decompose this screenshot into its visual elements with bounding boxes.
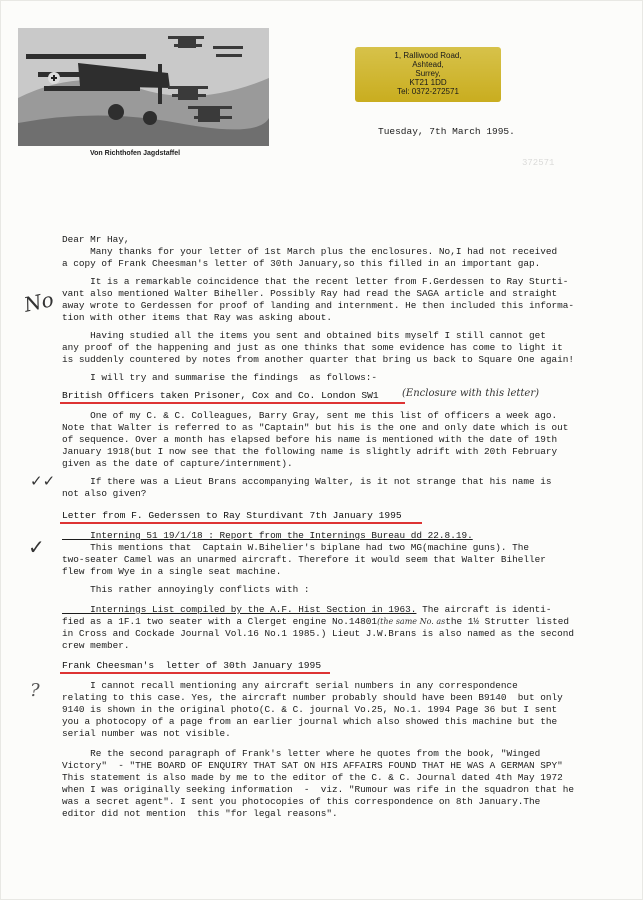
handwritten-question-mark: ? <box>30 680 40 701</box>
heading-british-officers: British Officers taken Prisoner, Cox and Co. London SW1 <box>62 390 379 401</box>
para5-line5: given as the date of capture/internment). <box>62 458 293 469</box>
para3-line1: Having studied all the items you sent and obtained bits myself I still cannot get <box>62 330 546 341</box>
para10-line2: relating to this case. Yes, the aircraft number probably should have been B9140 but only <box>62 692 563 703</box>
para11-line4: when I was originally seeking information - viz. "Rumour was rife in the squadron that he <box>62 784 574 795</box>
heading-gederssen-letter: Letter from F. Gederssen to Ray Sturdivant 7th January 1995 <box>62 510 402 521</box>
para9-line1-tail: the 1½ Strutter listed <box>445 616 569 627</box>
address-postcode: KT21 1DD <box>409 78 447 87</box>
red-underline-2 <box>60 522 422 524</box>
para2-line1: It is a remarkable coincidence that the recent letter from F.Gerdessen to Ray Sturti- <box>62 276 569 287</box>
para7-line1: This mentions that Captain W.Bihelier's biplane had two MG(machine guns). The <box>62 542 529 553</box>
para11-line2: Victory" - "THE BOARD OF ENQUIRY THAT SAT ON HIS AFFAIRS FOUND THAT HE WAS A GERMAN SPY" <box>62 760 563 771</box>
para9-line3: crew member. <box>62 640 130 651</box>
letterhead-caption: Von Richthofen Jagdstaffel <box>90 150 181 157</box>
para7-heading: Interning 51 19/1/18 : Report from the Internings Bureau dd 22.8.19. <box>62 530 473 541</box>
para11-line1: Re the second paragraph of Frank's letter where he quotes from the book, "Winged <box>62 748 541 759</box>
para4: I will try and summarise the findings as follows:- <box>62 372 378 383</box>
handwritten-double-tick: ✓✓ <box>30 472 56 490</box>
biplanes-illustration-icon <box>18 28 269 146</box>
para9-heading-underlined: Internings List compiled by the A.F. Hist Section in 1963. <box>62 604 417 615</box>
para10-line3: 9140 is shown in the original photo(C. & C. journal Vo.25, No.1. 1994 Page 36 but I sent <box>62 704 558 715</box>
red-underline-3 <box>60 672 330 674</box>
para2-line2: vant also mentioned Walter Biheller. Possibly Ray had read the SAGA article and straight <box>62 288 558 299</box>
handwritten-tick: ✓ <box>28 535 45 559</box>
para9-heading-tail: The aircraft is identi- <box>416 604 552 615</box>
salutation: Dear Mr Hay, <box>62 234 130 245</box>
faint-stamp-text: 372571 <box>522 158 555 168</box>
address-line-1: 1, Ralliwood Road, <box>394 51 462 60</box>
para3-line2: any proof of the happening and just as one thinks that some evidence has come to light it <box>62 342 563 353</box>
para11-line6: editor did not mention this "for legal reasons". <box>62 808 338 819</box>
para5-line2: Note that Walter is referred to as "Captain" but his is the one and only date which is out <box>62 422 569 433</box>
address-line-2: Ashtead, <box>412 60 444 69</box>
heading-cheesman-letter: Frank Cheesman's letter of 30th January 1995 <box>62 660 322 671</box>
address-line-3: Surrey, <box>415 69 441 78</box>
para2-line3: away wrote to Gerdessen for proof of landing and internment. He then included this informa- <box>62 300 574 311</box>
para7-line2: two-seater Camel was an unarmed aircraft. Therefore it would seem that Walter Biheller <box>62 554 546 565</box>
para5-line3: of sequence. Over a month has elapsed before his name is mentioned with the date of 19th <box>62 434 558 445</box>
faint-stamp <box>470 148 565 174</box>
handwritten-same-no-note: (the same No. as <box>377 617 446 626</box>
para9-line1 <box>62 616 569 628</box>
para3-line3: is suddenly countered by notes from another quarter that bring us back to Square One again! <box>62 354 574 365</box>
para11-line5: was a secret agent". I sent you photocopies of this correspondence on 8th January.The <box>62 796 541 807</box>
handwritten-no-note: No <box>21 287 56 317</box>
handwritten-enclosure-note: (Enclosure with this letter) <box>402 388 540 399</box>
para11-line3: This statement is also made by me to the editor of the C. & C. Journal dated 4th May 1972 <box>62 772 563 783</box>
para6-line2: not also given? <box>62 488 147 499</box>
para9-heading <box>62 604 551 616</box>
para10-line5: serial number was not visible. <box>62 728 231 739</box>
para9-line1-text: fied as a 1F.1 two seater with a Clerget engine No.14801 <box>62 616 378 627</box>
para5-line1: One of my C. & C. Colleagues, Barry Gray, sent me this list of officers a week ago. <box>62 410 558 421</box>
para1-line1: Many thanks for your letter of 1st March plus the enclosures. No,I had not received <box>62 246 558 257</box>
para2-line4: tion with other items that Ray was asking about. <box>62 312 333 323</box>
para10-line1: I cannot recall mentioning any aircraft serial numbers in any correspondence <box>62 680 518 691</box>
letter-date: Tuesday, 7th March 1995. <box>378 126 515 137</box>
red-underline-1 <box>60 402 405 404</box>
para1-line2: a copy of Frank Cheesman's letter of 30th January,so this filled in an important gap. <box>62 258 541 269</box>
para9-line2: in Cross and Cockade Journal Vol.16 No.1 1985.) Lieut J.W.Brans is also named as the second <box>62 628 574 639</box>
para7-line3: flew from Wye in a single seat machine. <box>62 566 282 577</box>
address-phone: Tel: 0372-272571 <box>397 87 459 96</box>
para6-line1: If there was a Lieut Brans accompanying Walter, is it not strange that his name is <box>62 476 552 487</box>
para8: This rather annoyingly conflicts with : <box>62 584 310 595</box>
address-label <box>355 47 501 102</box>
para10-line4: you a photocopy of a page from an earlier journal which also showed this machine but the <box>62 716 558 727</box>
para5-line4: January 1918(but I now see that the following name is slightly adrift with 20th February <box>62 446 558 457</box>
